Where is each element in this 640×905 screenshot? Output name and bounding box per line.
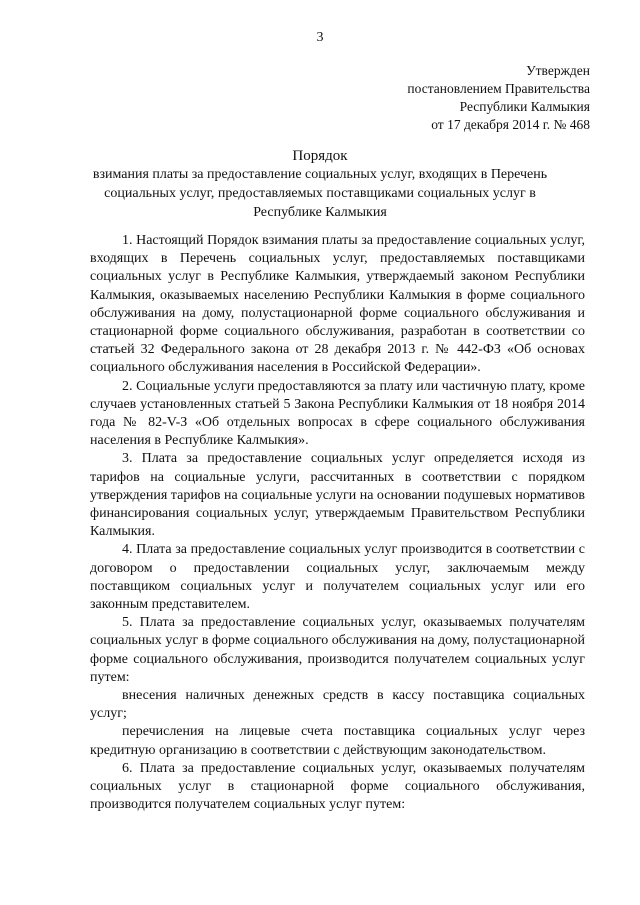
paragraph-4: 4. Плата за предоставление социальных услуг производится в соответствии с договором о предоставлении социальных услуг, заключаемым между поставщиком социальных услуг и получателем социальных услуг или его законным представителем. bbox=[90, 542, 585, 613]
document-body bbox=[90, 232, 585, 815]
approval-line-date-number: от 17 декабря 2014 г. № 468 bbox=[431, 117, 590, 132]
page-number: 3 bbox=[316, 30, 324, 45]
paragraph-6: 6. Плата за предоставление социальных услуг, оказываемых получателям социальных услуг в стационарной форме социального обслуживания, производится получателем социальных услуг путем: bbox=[90, 760, 585, 813]
paragraph-5-item-cash: внесения наличных денежных средств в кассу поставщика социальных услуг; bbox=[90, 688, 585, 722]
approval-line-republic: Республики Калмыкия bbox=[459, 99, 590, 114]
paragraph-5: 5. Плата за предоставление социальных услуг, оказываемых получателям социальных услуг в форме социального обслуживания на дому, полустационарной форме социального обслуживания, производится получателем социальных услуг путем: bbox=[90, 615, 585, 685]
document-title: Порядок bbox=[292, 148, 348, 164]
paragraph-5-item-transfer: перечисления на лицевые счета поставщика социальных услуг через кредитную организацию в соответствии с действующим законодательством. bbox=[90, 724, 585, 758]
approval-stamp-block bbox=[310, 62, 590, 134]
approval-line-approved: Утвержден bbox=[526, 63, 590, 78]
document-subtitle: взимания платы за предоставление социальных услуг, входящих в Перечень социальных услуг, предоставляемых поставщиками социальных услуг в Республике Калмыкия bbox=[92, 167, 548, 220]
paragraph-3: 3. Плата за предоставление социальных услуг определяется исходя из тарифов на социальные услуги, рассчитанных в соответствии с порядком утверждения тарифов на социальные услуги на основании подушевых нормативов финансирования социальных услуг, утверждаемым Правительством Республики Калмыкия. bbox=[90, 451, 585, 540]
approval-line-resolution: постановлением Правительства bbox=[407, 81, 590, 96]
paragraph-2: 2. Социальные услуги предоставляются за плату или частичную плату, кроме случаев установленных статьей 5 Закона Республики Калмыкия от 18 ноября 2014 года № 82-V-З «Об отдельных вопросах в сфере социального обслуживания населения в Республике Калмыкия». bbox=[90, 378, 585, 449]
paragraph-1: 1. Настоящий Порядок взимания платы за предоставление социальных услуг, входящих в Перечень социальных услуг, предоставляемых поставщиками социальных услуг в Республике Калмыкия, утверждаемый законом Республики Калмыкия, оказываемых населению Республики Калмыкия в форме социального обслуживания на дому, полустационарной форме социального обслуживания и стационарной форме социального обслуживания, разработан в соответствии со статьей 32 Федерального закона от 28 декабря 2013 г. № 442-ФЗ «Об основах социального обслуживания населения в Российской Федерации». bbox=[90, 233, 585, 376]
